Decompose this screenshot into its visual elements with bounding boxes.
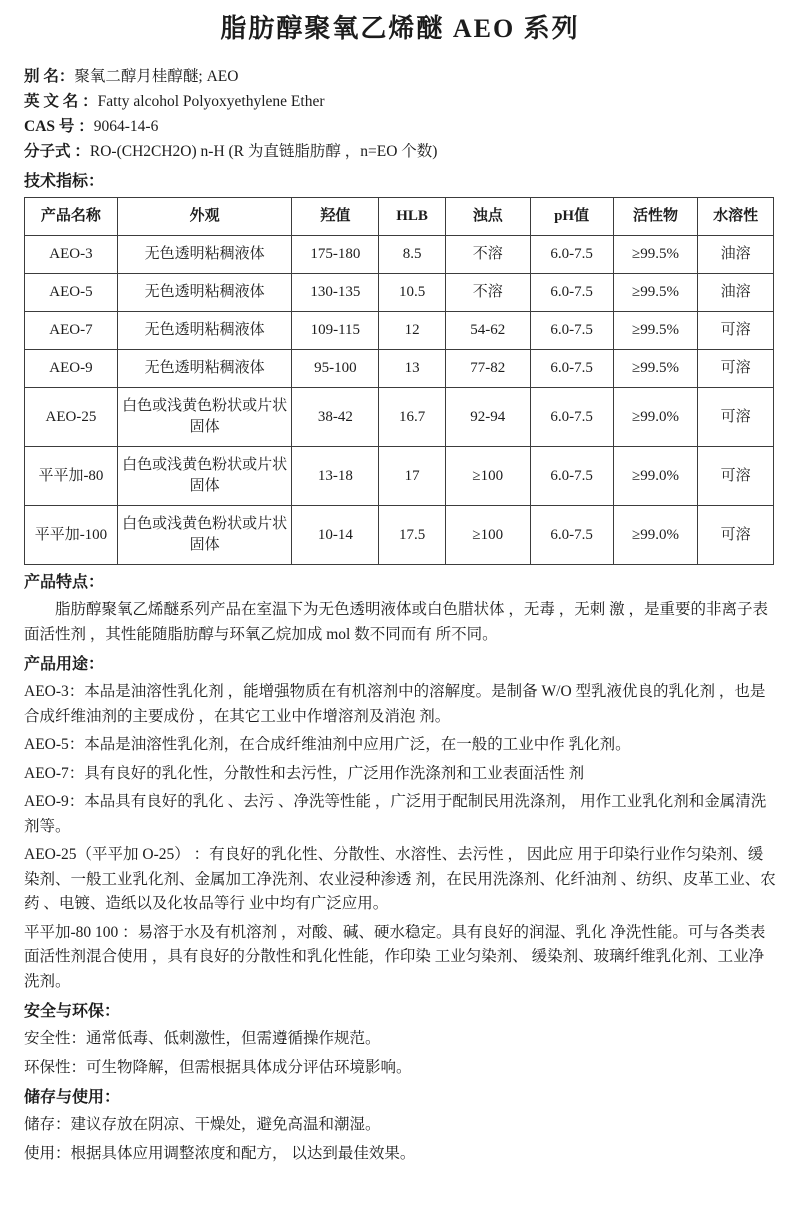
cell-appearance: 白色或浅黄色粉状或片状固体	[117, 388, 292, 447]
cell-hydroxyl-value: 95-100	[292, 350, 379, 388]
section-uses	[24, 654, 776, 994]
cell-ph: 6.0-7.5	[530, 506, 613, 565]
info-label: CAS 号 ：	[24, 118, 94, 135]
uses-heading: 产品用途：	[24, 656, 105, 673]
cell-solubility: 可溶	[698, 447, 774, 506]
cell-hydroxyl-value: 109-115	[292, 312, 379, 350]
table-row	[25, 274, 774, 312]
cell-active-matter: ≥99.0%	[613, 447, 698, 506]
table-row	[25, 350, 774, 388]
info-value: RO-(CH2CH2O) n-H (R 为直链脂肪醇 ，n=EO 个数)	[89, 143, 438, 160]
cell-product-name: AEO-9	[25, 350, 118, 388]
section-features	[24, 572, 776, 647]
cell-cloud-point: 77-82	[445, 350, 530, 388]
cell-appearance: 无色透明粘稠液体	[117, 236, 292, 274]
page-title: 脂肪醇聚氧乙烯醚 AEO 系列	[220, 14, 580, 43]
cell-ph: 6.0-7.5	[530, 388, 613, 447]
cell-product-name: 平平加-80	[25, 447, 118, 506]
cell-cloud-point: 不溶	[445, 274, 530, 312]
basic-info-list	[24, 64, 776, 164]
features-heading: 产品特点：	[24, 574, 105, 591]
section-storage	[24, 1087, 776, 1166]
cell-cloud-point: ≥100	[445, 506, 530, 565]
cell-appearance: 无色透明粘稠液体	[117, 274, 292, 312]
paragraph: 安全性：通常低毒、低刺激性，但需遵循操作规范。	[24, 1030, 381, 1047]
table-header-cell: 产品名称	[25, 198, 118, 236]
safety-paragraphs	[24, 1027, 776, 1080]
paragraph: AEO-9：本品具有良好的乳化 、去污 、净洗等性能 ，广泛用于配制民用洗涤剂， 用作工业乳化剂和金属清洗剂等。	[24, 793, 767, 835]
cell-product-name: 平平加-100	[25, 506, 118, 565]
cell-product-name: AEO-25	[25, 388, 118, 447]
cell-solubility: 油溶	[698, 274, 774, 312]
table-header-cell: 活性物	[613, 198, 698, 236]
paragraph: AEO-3：本品是油溶性乳化剂 ，能增强物质在有机溶剂中的溶解度。是制备 W/O 型乳液优良的乳化剂 ，也是合成纤维油剂的主要成份 ，在其它工业中作增溶剂及消泡 剂。	[24, 683, 766, 725]
table-header-row	[25, 198, 774, 236]
cell-ph: 6.0-7.5	[530, 236, 613, 274]
cell-ph: 6.0-7.5	[530, 312, 613, 350]
section-safety	[24, 1001, 776, 1080]
paragraph: AEO-7：具有良好的乳化性，分散性和去污性，广泛用作洗涤剂和工业表面活性 剂	[24, 764, 585, 782]
table-header-cell: HLB	[379, 198, 446, 236]
cell-product-name: AEO-5	[25, 274, 118, 312]
cell-ph: 6.0-7.5	[530, 350, 613, 388]
table-header-cell: 水溶性	[698, 198, 774, 236]
cell-hydroxyl-value: 13-18	[292, 447, 379, 506]
cell-solubility: 可溶	[698, 350, 774, 388]
cell-hlb: 8.5	[379, 236, 446, 274]
storage-paragraphs	[24, 1113, 776, 1166]
table-row	[25, 312, 774, 350]
cell-ph: 6.0-7.5	[530, 447, 613, 506]
cell-hydroxyl-value: 175-180	[292, 236, 379, 274]
cell-appearance: 无色透明粘稠液体	[117, 312, 292, 350]
cell-ph: 6.0-7.5	[530, 274, 613, 312]
info-value: 聚氧二醇月桂醇醚; AEO	[74, 68, 239, 85]
cell-solubility: 可溶	[698, 312, 774, 350]
cell-active-matter: ≥99.5%	[613, 236, 698, 274]
info-label: 英 文 名 ：	[24, 93, 98, 110]
table-row	[25, 236, 774, 274]
cell-active-matter: ≥99.5%	[613, 274, 698, 312]
cell-product-name: AEO-7	[25, 312, 118, 350]
info-line	[24, 64, 776, 89]
cell-solubility: 可溶	[698, 506, 774, 565]
info-line	[24, 139, 776, 164]
tech-specs-heading: 技术指标：	[24, 173, 105, 190]
cell-active-matter: ≥99.5%	[613, 312, 698, 350]
info-line	[24, 114, 776, 139]
paragraph: 平平加-80 100 ：易溶于水及有机溶剂 ，对酸、碱、硬水稳定。具有良好的润湿、乳化 净洗性能。可与各类表面活性剂混合使用 ，具有良好的分散性和乳化性能，作印染 工业匀染剂、 缓染剂、玻璃纤维乳化剂、工业净洗剂。	[24, 923, 766, 990]
table-header-cell: pH值	[530, 198, 613, 236]
cell-cloud-point: 不溶	[445, 236, 530, 274]
info-line	[24, 89, 776, 114]
cell-solubility: 可溶	[698, 388, 774, 447]
cell-hydroxyl-value: 10-14	[292, 506, 379, 565]
paragraph: 脂肪醇聚氧乙烯醚系列产品在室温下为无色透明液体或白色腊状体 ，无毒 ，无刺 激 ，是重要的非离子表面活性剂 ，其性能随脂肪醇与环氧乙烷加成 mol 数不同而有 所不同。	[24, 601, 769, 643]
table-row	[25, 388, 774, 447]
cell-cloud-point: 54-62	[445, 312, 530, 350]
cell-hlb: 16.7	[379, 388, 446, 447]
info-label: 别 名：	[24, 68, 75, 85]
tech-specs-table	[24, 197, 774, 565]
cell-hydroxyl-value: 130-135	[292, 274, 379, 312]
table-header-cell: 羟值	[292, 198, 379, 236]
safety-heading: 安全与环保：	[24, 1003, 121, 1020]
cell-solubility: 油溶	[698, 236, 774, 274]
cell-hlb: 17	[379, 447, 446, 506]
cell-hlb: 12	[379, 312, 446, 350]
cell-hlb: 17.5	[379, 506, 446, 565]
cell-active-matter: ≥99.0%	[613, 506, 698, 565]
cell-product-name: AEO-3	[25, 236, 118, 274]
cell-appearance: 无色透明粘稠液体	[117, 350, 292, 388]
cell-appearance: 白色或浅黄色粉状或片状固体	[117, 447, 292, 506]
table-row	[25, 447, 774, 506]
table-head	[25, 198, 774, 236]
paragraph: AEO-5：本品是油溶性乳化剂，在合成纤维油剂中应用广泛，在一般的工业中作 乳化剂。	[24, 736, 631, 753]
cell-hlb: 13	[379, 350, 446, 388]
storage-heading: 储存与使用：	[24, 1089, 121, 1106]
table-header-cell: 外观	[117, 198, 292, 236]
cell-cloud-point: ≥100	[445, 447, 530, 506]
table-header-cell: 浊点	[445, 198, 530, 236]
uses-paragraphs	[24, 680, 776, 994]
info-value: 9064-14-6	[93, 118, 159, 135]
cell-appearance: 白色或浅黄色粉状或片状固体	[117, 506, 292, 565]
cell-hlb: 10.5	[379, 274, 446, 312]
cell-active-matter: ≥99.0%	[613, 388, 698, 447]
cell-hydroxyl-value: 38-42	[292, 388, 379, 447]
features-paragraphs	[24, 598, 776, 647]
paragraph: 使用：根据具体应用调整浓度和配方， 以达到最佳效果。	[24, 1144, 416, 1162]
info-label: 分子式 ：	[24, 143, 90, 160]
paragraph: 环保性：可生物降解，但需根据具体成分评估环境影响。	[24, 1058, 412, 1076]
paragraph: AEO-25（平平加 O-25） ：有良好的乳化性、分散性、水溶性、去污性 ， 因此应 用于印染行业作匀染剂、缓染剂、一般工业乳化剂、金属加工净洗剂、农业浸种渗透 剂，在民用洗涤剂、化纤油剂 、纺织、皮革工业、农药 、电镀、造纸以及化妆品等行 业中均有广泛应用。	[24, 846, 776, 912]
cell-cloud-point: 92-94	[445, 388, 530, 447]
cell-active-matter: ≥99.5%	[613, 350, 698, 388]
paragraph: 储存：建议存放在阴凉、干燥处，避免高温和潮湿。	[24, 1116, 381, 1133]
info-value: Fatty alcohol Polyoxyethylene Ether	[97, 93, 325, 110]
table-row	[25, 506, 774, 565]
table-body	[25, 236, 774, 565]
